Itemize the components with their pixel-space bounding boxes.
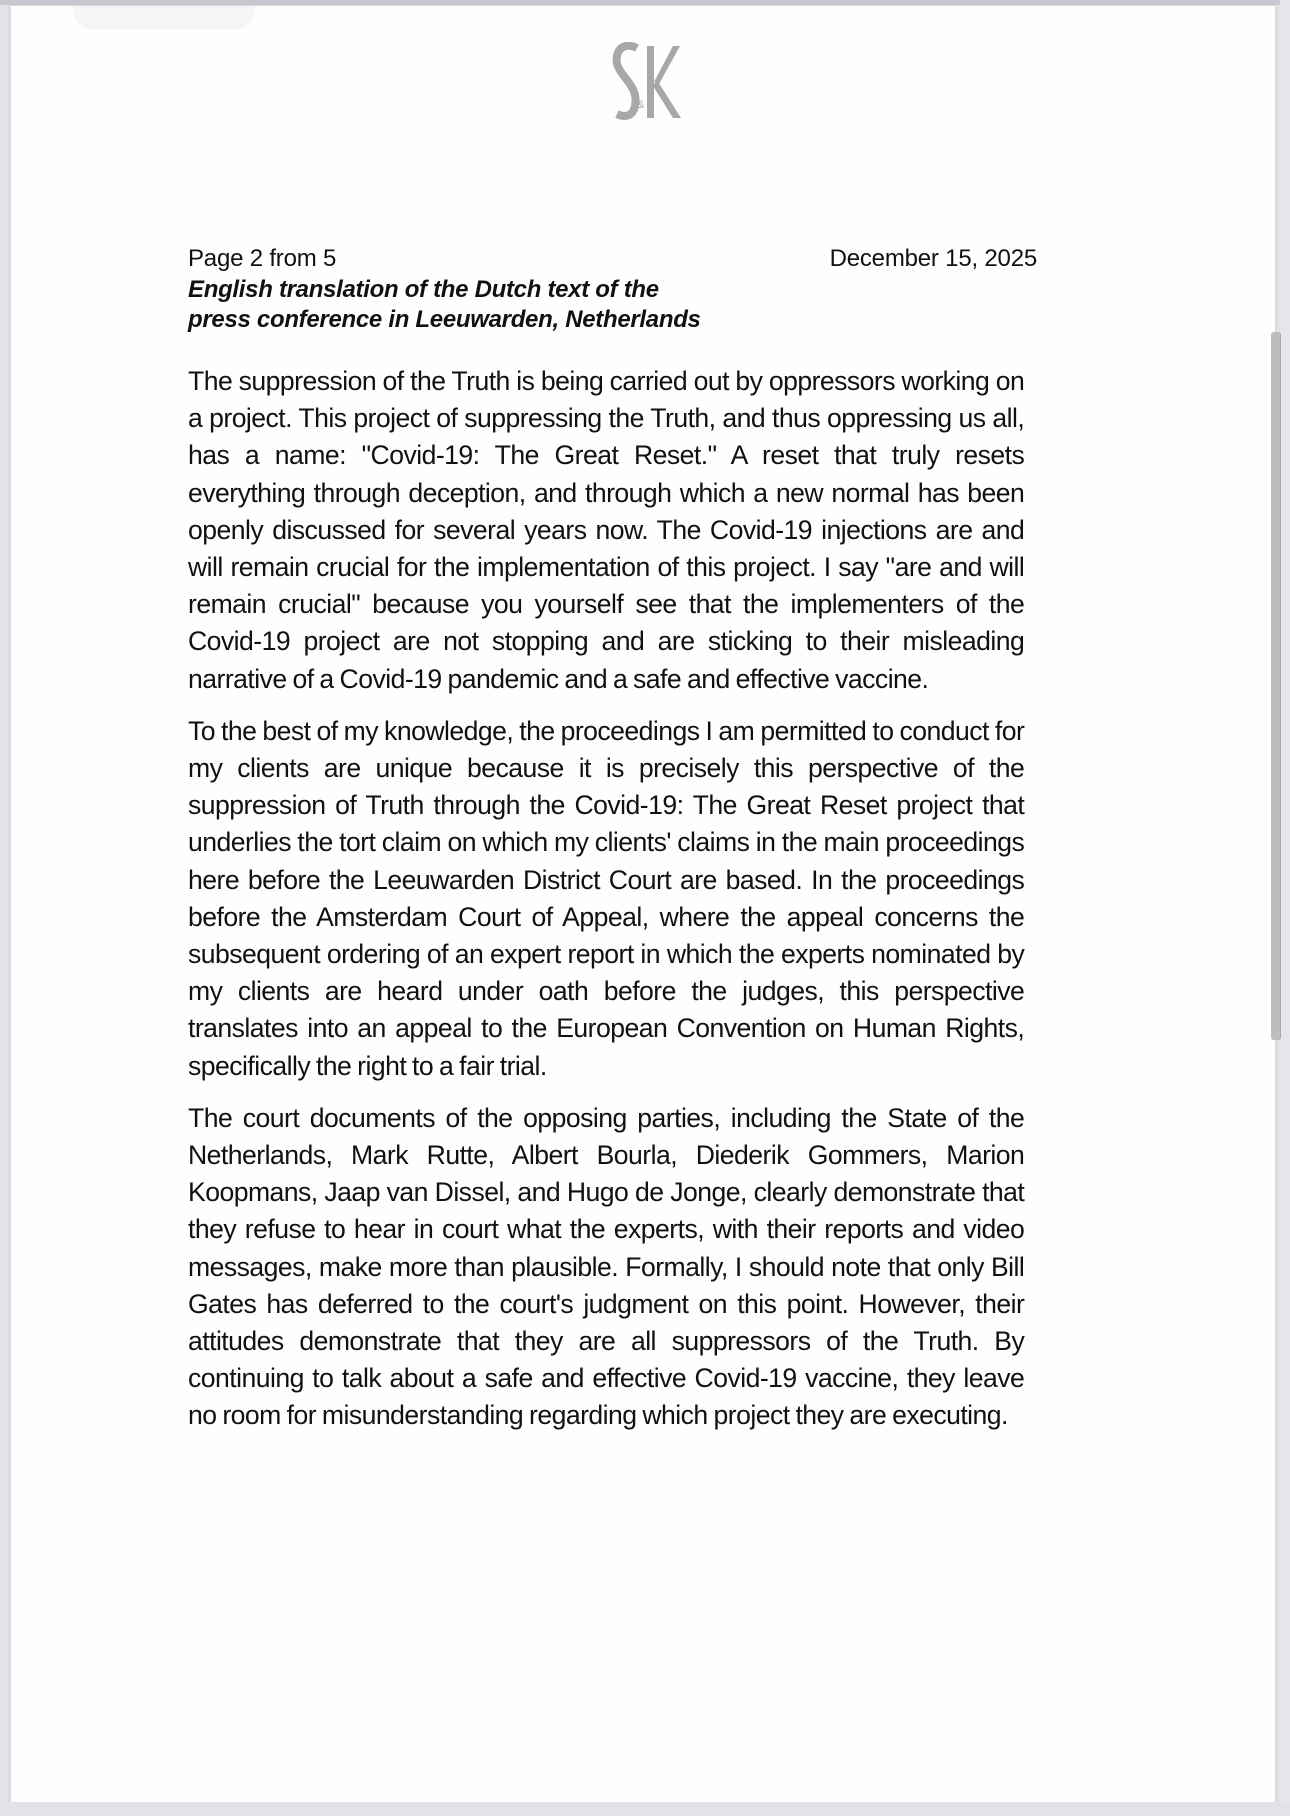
viewer-bottom-edge	[0, 1802, 1290, 1816]
body-paragraph-1: The suppression of the Truth is being carried out by oppressors working on a project. This project of suppressing the Truth, and thus oppressing us all, has a name: "Covid-19: The Great Reset." A reset that truly resets everything through deception, and through which a new normal has been openly discussed for several years now. The Covid-19 injections are and will remain crucial for the implementation of this project. I say "are and will remain crucial" because you yourself see that the implementers of the Covid-19 project are not stopping and are sticking to their misleading narrative of a Covid-19 pandemic and a safe and effective vaccine.	[188, 366, 1025, 694]
body-paragraph-3: The court documents of the opposing parties, including the State of the Netherlands, Mark Rutte, Albert Bourla, Diederik Gommers, Marion Koopmans, Jaap van Dissel, and Hugo de Jonge, clearly demonstrate that they refuse to hear in court what the experts, with their reports and video messages, make more than plausible. Formally, I should note that only Bill Gates has deferred to the court's judgment on this point. However, their attitudes demonstrate that they are all suppressors of the Truth. By continuing to talk about a safe and effective Covid-19 vaccine, they leave no room for misunderstanding regarding which project they are executing.	[188, 1102, 1025, 1431]
page-tab-handle[interactable]	[73, 6, 255, 30]
document-subtitle: English translation of the Dutch text of the press conference in Leeuwarden, Netherlands	[188, 276, 701, 333]
document-body	[188, 363, 1037, 1450]
vertical-scrollbar-thumb[interactable]	[1271, 332, 1281, 1040]
svg-text:&: &	[637, 99, 645, 111]
document-page[interactable]	[10, 5, 1276, 1804]
body-paragraph-2: To the best of my knowledge, the proceedings I am permitted to conduct for my clients are unique because it is precisely this perspective of the suppression of Truth through the Covid-19: The Great Reset project that underlies the tort claim on which my clients' claims in the main proceedings here before the Leeuwarden District Court are based. In the proceedings before the Amsterdam Court of Appeal, where the appeal concerns the subsequent ordering of an expert report in which the experts nominated by my clients are heard under oath before the judges, this perspective translates into an appeal to the European Convention on Human Rights, specifically the right to a fair trial.	[188, 715, 1025, 1081]
page-header	[188, 245, 1037, 275]
viewer-right-gutter	[1280, 0, 1290, 1816]
page-number-label: Page 2 from 5	[188, 245, 337, 272]
sk-monogram-logo-icon	[607, 42, 687, 124]
document-date: December 15, 2025	[829, 245, 1037, 272]
